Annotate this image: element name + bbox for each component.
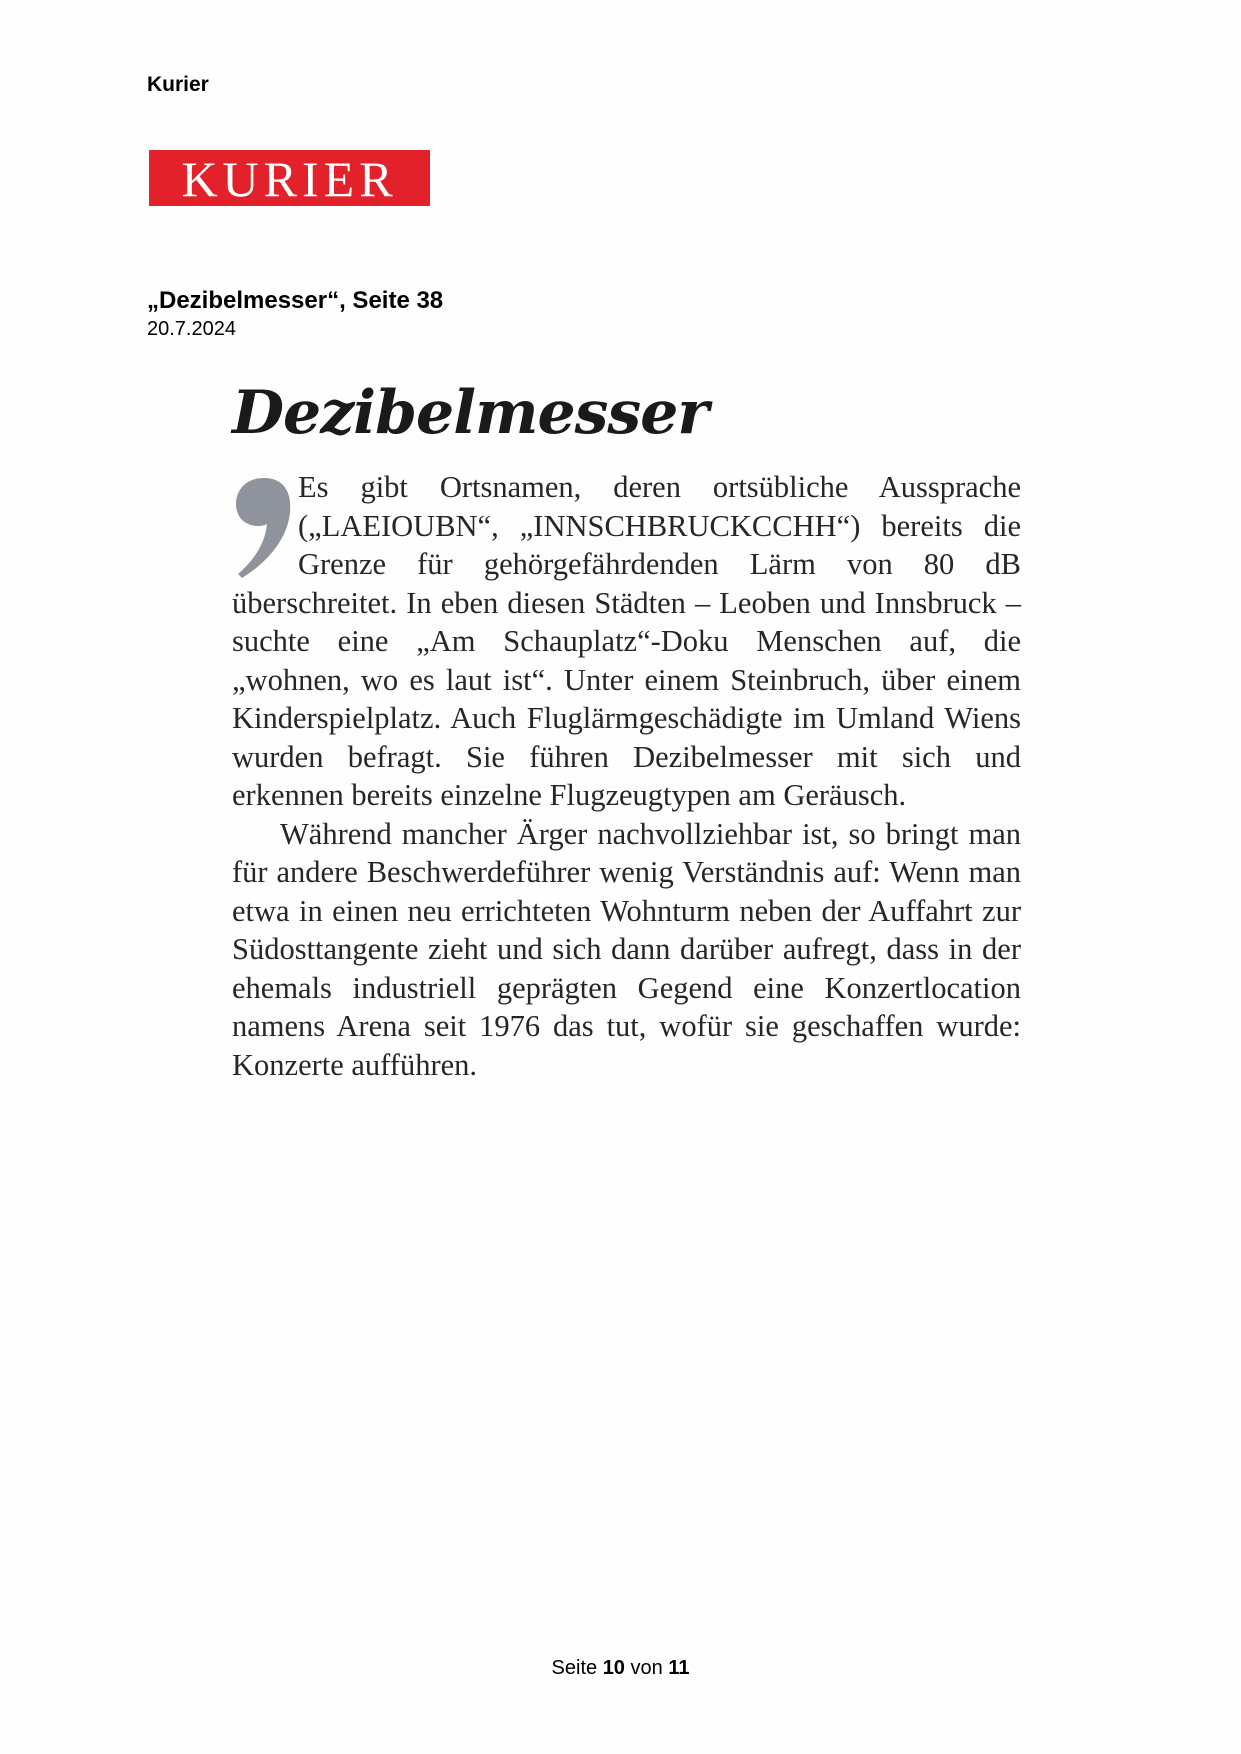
logo-text: KURIER	[181, 151, 398, 207]
article	[232, 380, 1021, 1084]
kurier-logo	[149, 150, 430, 206]
source-label: Kurier	[147, 73, 209, 96]
page-separator: von	[630, 1657, 663, 1679]
current-page-number: 10	[602, 1657, 625, 1679]
total-pages: 11	[668, 1657, 690, 1679]
document-title: „Dezibelmesser“, Seite 38	[147, 287, 444, 314]
article-body	[232, 468, 1021, 1084]
document-date: 20.7.2024	[147, 318, 236, 340]
page-label: Seite	[551, 1657, 598, 1679]
article-paragraph: Es gibt Ortsnamen, deren ortsübliche Aussprache („LAEIOUBN“, „INNSCHBRUCKCCHH“) bereits die Grenze für gehörgefährdenden Lärm von 80 dB überschreitet. In eben diesen Städten – Leoben und Innsbruck – suchte eine „Am Schauplatz“-Doku Menschen auf, die „wohnen, wo es laut ist“. Unter einem Steinbruch, über einem Kinderspielplatz. Auch Fluglärmgeschädigte im Umland Wiens wurden befragt. Sie führen Dezibelmesser mit sich und erkennen bereits einzelne Flugzeugtypen am Geräusch.	[232, 470, 1021, 812]
opening-quote-comma-icon	[232, 474, 296, 578]
article-headline: Dezibelmesser	[232, 378, 708, 448]
page-footer	[0, 1657, 1241, 1680]
article-paragraph: Während mancher Ärger nachvollziehbar ist, so bringt man für andere Beschwerdeführer wenig Verständnis auf: Wenn man etwa in einen neu errichteten Wohnturm neben der Auffahrt zur Südosttangente zieht und sich dann darüber aufregt, dass in der ehemals industriell geprägten Gegend eine Konzertlocation namens Arena seit 1976 das tut, wofür sie geschaffen wurde: Konzerte aufführen.	[232, 816, 1021, 1082]
